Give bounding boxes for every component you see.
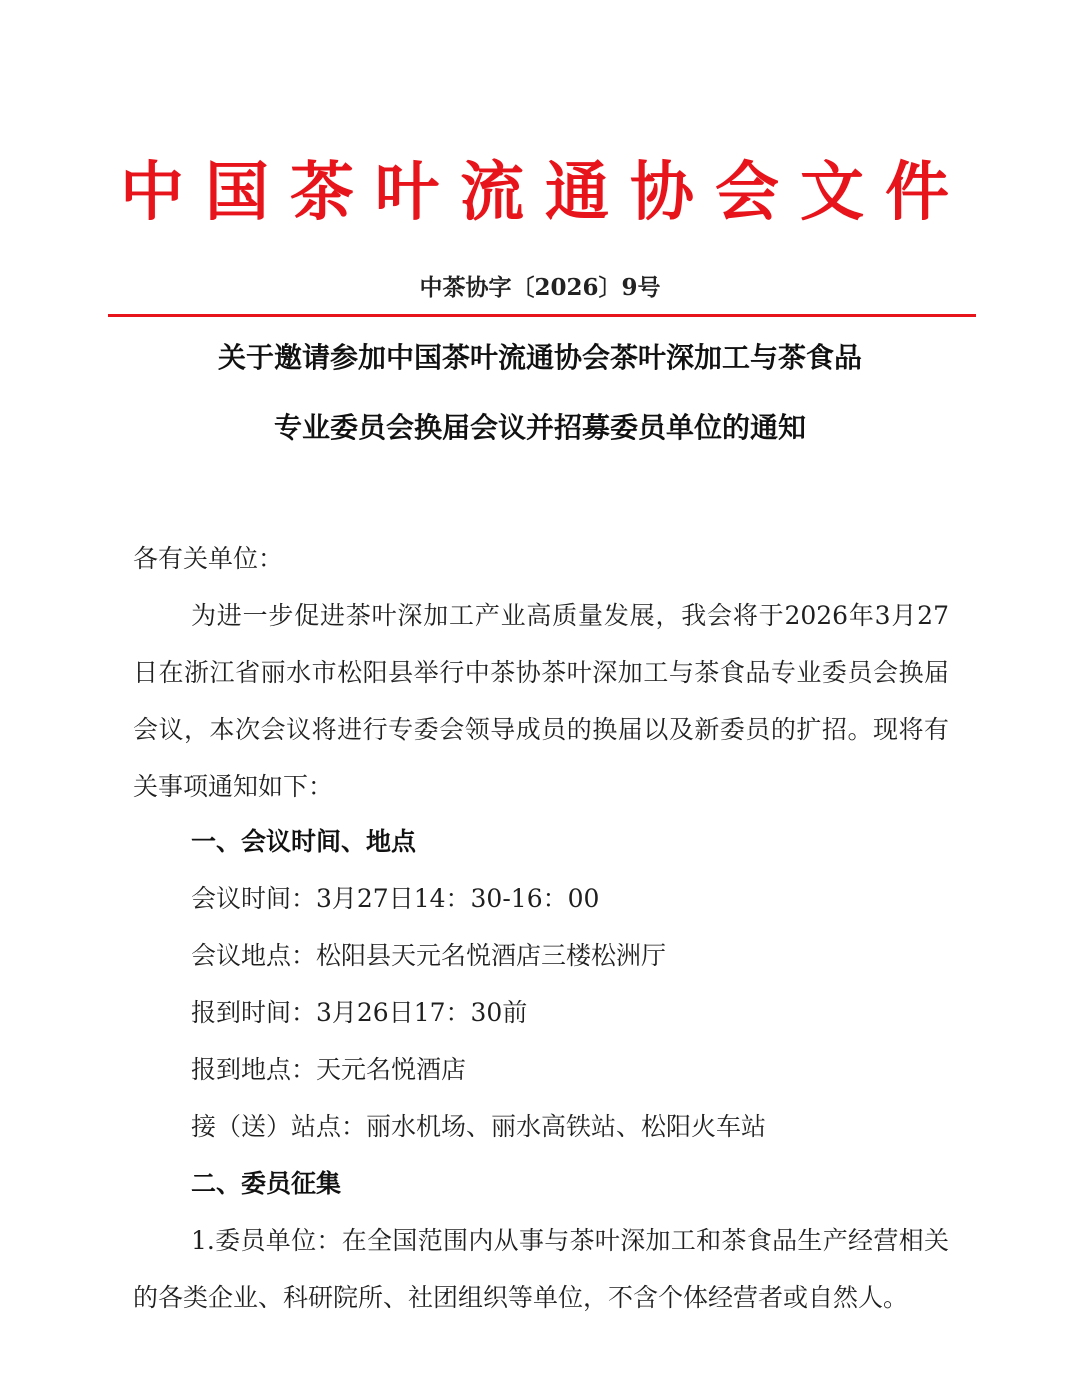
- section-heading-meeting: 一、会议时间、地点: [191, 827, 417, 856]
- notice-title-line-1: 关于邀请参加中国茶叶流通协会茶叶深加工与茶食品: [217, 341, 862, 374]
- document-number: 中茶协字〔2026〕9号: [419, 274, 661, 301]
- checkin-location: 报到地点：天元名悦酒店: [191, 1055, 467, 1084]
- red-divider-line: [108, 314, 976, 317]
- intro-text: 为进一步促进茶叶深加工产业高质量发展，我会将于2026年3月27日在浙江省丽水市松阳县举行中茶协茶叶深加工与茶食品专业委员会换届会议，本次会议将进行专委会领导成员的换届以及新委员的扩招。现将有关事项通知如下：: [133, 601, 949, 801]
- member-units-paragraph: [133, 1212, 949, 1326]
- notice-title-line-2: 专业委员会换届会议并招募委员单位的通知: [273, 411, 806, 444]
- member-units-text: 1.委员单位：在全国范围内从事与茶叶深加工和茶食品生产经营相关的各类企业、科研院所、社团组织等单位，不含个体经营者或自然人。: [133, 1226, 949, 1312]
- meeting-time: 会议时间：3月27日14：30-16：00: [191, 884, 600, 913]
- org-header-title: 中国茶叶流通协会文件: [120, 156, 970, 230]
- salutation: 各有关单位：: [133, 544, 284, 573]
- meeting-location: 会议地点：松阳县天元名悦酒店三楼松洲厅: [191, 941, 667, 970]
- pickup-stations: 接（送）站点：丽水机场、丽水高铁站、松阳火车站: [191, 1112, 767, 1141]
- section-heading-members: 二、委员征集: [191, 1169, 342, 1198]
- intro-paragraph: [133, 587, 949, 815]
- checkin-time: 报到时间：3月26日17：30前: [191, 998, 528, 1027]
